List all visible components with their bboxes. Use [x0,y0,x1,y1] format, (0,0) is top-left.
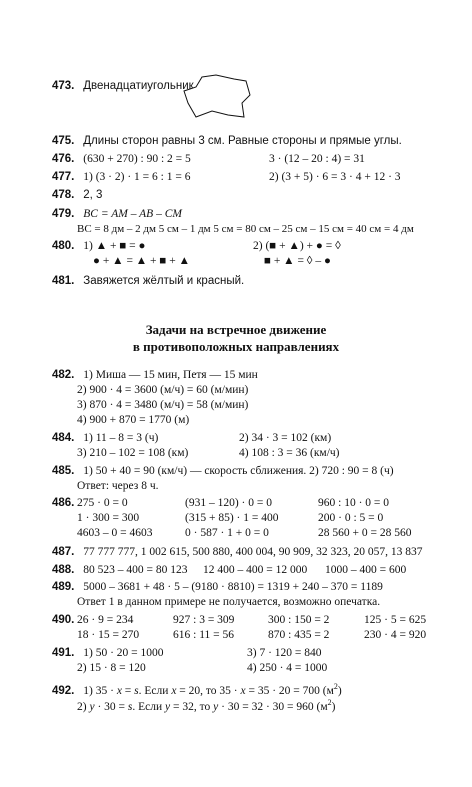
expression: 3) 210 – 102 = 108 (км) [77,447,189,459]
expression: 28 560 + 0 = 28 560 [318,527,412,539]
task-480 [52,240,145,253]
expression: (630 + 270) : 90 : 2 = 5 [83,153,191,165]
task-number: 489. [52,581,75,593]
task-number: 481. [52,275,75,287]
task-488 [52,564,188,577]
expression: 1 · 300 = 300 [77,512,140,524]
task-text: Длины сторон равны 3 см. Равные стороны и прямые углы. [83,135,402,147]
task-491 [52,647,164,660]
expression: 870 : 435 = 2 [268,629,330,641]
task-number: 490. [52,614,75,626]
task-number: 492. [52,684,75,697]
task-473 [52,80,197,93]
expression: 2) (3 + 5) · 6 = 3 · 4 + 12 · 3 [269,171,401,183]
expression: 200 · 0 : 5 = 0 [318,512,384,524]
section-heading-line1: Задачи на встречное движение [145,322,327,337]
task-479 [52,208,182,221]
task-476 [52,153,191,166]
expression: 2) (■ + ▲) + ● = ◊ [253,240,341,252]
expression: 300 : 150 = 2 [268,614,330,626]
expression: 1) ▲ + ■ = ● [83,240,146,252]
expression: 927 : 3 = 309 [173,614,235,626]
expression: 3) 7 · 120 = 840 [247,647,322,659]
expression: 616 : 11 = 56 [173,629,235,641]
expression: 960 : 10 · 0 = 0 [318,497,390,509]
task-number: 486. [52,497,75,509]
expression: 1) (3 · 2) · 1 = 6 : 1 = 6 [83,171,191,183]
expression: 2) y · 30 = s. Если y = 32, то y · 30 = 32 · 30 = 960 $(м^2)$ [77,698,336,713]
task-number: 476. [52,153,75,165]
task-number: 478. [52,189,75,201]
task-number: 485. [52,465,75,477]
task-number: 487. [52,546,75,558]
task-number: 484. [52,432,75,444]
expression: 77 777 777, 1 002 615, 500 880, 400 004, 90 909, 32 323, 20 057, 13 837 [83,546,423,558]
expression: 275 · 0 = 0 [77,497,128,509]
expression: 4) 108 : 3 = 36 (км/ч) [239,447,340,459]
expression: 3) 870 · 4 = 3480 (м/ч) = 58 (м/мин) [77,399,249,411]
expression: 4603 – 0 = 4603 [77,527,153,539]
expression: 3 · (12 – 20 : 4) = 31 [269,153,365,165]
task-text: 2, 3 [83,189,103,201]
dodecagon-figure [182,73,254,121]
task-489 [52,581,383,594]
task-478 [52,189,102,202]
expression: 2) 34 · 3 = 102 (км) [239,432,332,444]
task-number: 475. [52,135,75,147]
task-number: 482. [52,369,75,381]
task-481 [52,275,244,288]
expression: 2) 900 · 4 = 3600 (м/ч) = 60 (м/мин) [77,384,249,396]
expression: 0 · 587 · 1 + 0 = 0 [185,527,269,539]
task-477 [52,171,190,184]
task-number: 477. [52,171,75,183]
expression: 18 · 15 = 270 [77,629,140,641]
task-484 [52,432,158,445]
expression: 5000 – 3681 + 48 · 5 – (9180 · 8810) = 1319 + 240 – 370 = 1189 [83,581,383,593]
task-number: 491. [52,647,75,659]
expression: 80 523 – 400 = 80 123 [83,564,188,576]
expression: ● + ▲ = ▲ + ■ + ▲ [93,255,190,267]
expression: 12 400 – 400 = 12 000 [203,564,308,576]
task-text: Двенадцатиугольник. [83,80,197,92]
task-text: Завяжется жёлтый и красный. [83,275,245,287]
expression: 2) 15 · 8 = 120 [77,662,146,674]
expression: (315 + 85) · 1 = 400 [185,512,279,524]
task-485 [52,465,394,478]
expression: 1) 50 + 40 = 90 (км/ч) — скорость сближения. 2) 720 : 90 = 8 (ч) [83,465,394,477]
task-number: 480. [52,240,75,252]
expression: 26 · 9 = 234 [77,614,134,626]
answer: Ответ 1 в данном примере не получается, возможно опечатка. [77,596,381,608]
task-482 [52,369,258,382]
expression: 1) 35 · x = s. Если x = 20, то 35 · x = 35 · 20 = 700 $(м^2)$ [83,682,342,697]
expression: 1) Миша — 15 мин, Петя — 15 мин [83,369,258,381]
answer: Ответ: через 8 ч. [77,480,159,492]
section-heading-line2: в противоположных направлениях [132,339,340,354]
expression: 4) 250 · 4 = 1000 [247,662,328,674]
expression: 4) 900 + 870 = 1770 (м) [77,414,190,426]
expression: (931 – 120) · 0 = 0 [185,497,272,509]
expression: 1) 11 – 8 = 3 (ч) [83,432,159,444]
task-number: 479. [52,208,75,220]
task-486 [52,497,74,510]
expression: BC = 8 дм – 2 дм 5 см – 1 дм 5 см = 80 см – 25 см – 15 см = 40 см = 4 дм [77,223,414,235]
task-number: 473. [52,80,75,92]
task-number: 488. [52,564,75,576]
task-475 [52,135,402,148]
expression: 1000 – 400 = 600 [325,564,407,576]
expression: BC = AM – AB – CM [83,208,182,220]
expression: 230 · 4 = 920 [364,629,427,641]
expression: 1) 50 · 20 = 1000 [83,647,164,659]
task-490 [52,614,74,627]
task-487 [52,546,423,559]
expression: 125 · 5 = 625 [364,614,427,626]
expression: ■ + ▲ = ◊ – ● [264,255,331,267]
